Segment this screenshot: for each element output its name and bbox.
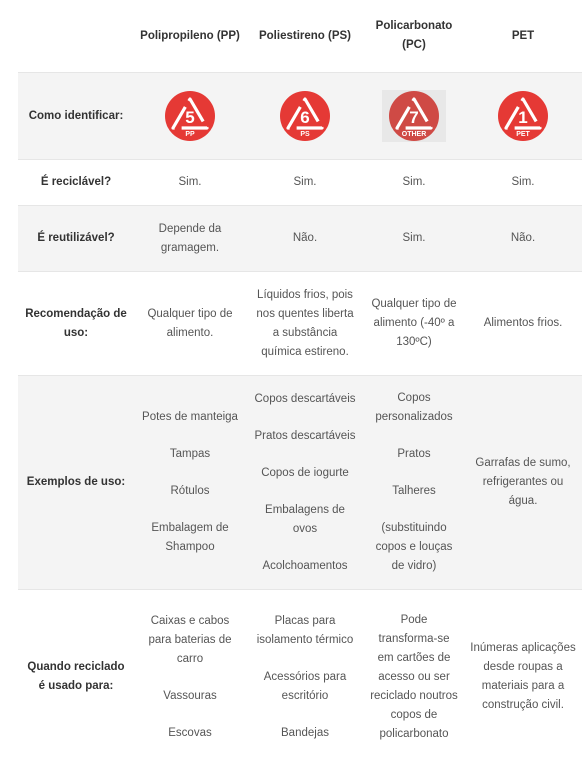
header-pp: Polipropileno (PP) xyxy=(140,29,240,42)
row-recyclable xyxy=(18,160,582,206)
recycle-7-other-icon xyxy=(382,90,446,142)
header-pet: PET xyxy=(511,29,535,42)
cell-pc xyxy=(364,376,464,590)
list-item: (substituindo copos e louças de vidro) xyxy=(375,522,453,572)
list-item: Talheres xyxy=(392,485,436,497)
cell-ps: Não. xyxy=(246,206,364,272)
symbol-code: PP xyxy=(185,131,195,138)
list-item: Copos personalizados xyxy=(375,392,453,423)
symbol-number: 5 xyxy=(185,108,195,127)
list-item: Tampas xyxy=(169,448,211,460)
cell-ps xyxy=(246,376,364,590)
row-label: Quando reciclado é usado para: xyxy=(18,590,134,765)
cell-pc: Sim. xyxy=(364,206,464,272)
list-item: Acessórios para escritório xyxy=(263,670,347,702)
header-ps: Poliestireno (PS) xyxy=(258,29,352,42)
cell-pc: Sim. xyxy=(364,160,464,206)
row-label: Exemplos de uso: xyxy=(18,376,134,590)
plastics-comparison-table xyxy=(18,0,582,765)
list-item: Potes de manteiga xyxy=(142,411,238,423)
cell-pp xyxy=(134,590,246,765)
symbol-code: PET xyxy=(516,131,530,138)
row-label: Como identificar: xyxy=(18,73,134,160)
list-item: Copos descartáveis xyxy=(254,392,356,405)
row-recommendation xyxy=(18,272,582,376)
row-identify xyxy=(18,73,582,160)
cell-pet: Não. xyxy=(464,206,582,272)
symbol-code: PS xyxy=(300,131,310,138)
cell-pet: Alimentos frios. xyxy=(464,272,582,376)
symbol-number: 6 xyxy=(300,108,310,127)
list-item: Vassouras xyxy=(163,689,217,702)
row-label: É reutilizável? xyxy=(18,206,134,272)
cell-pet xyxy=(464,376,582,590)
cell-ps xyxy=(246,590,364,765)
list-item: Pratos descartáveis xyxy=(254,429,356,442)
symbol-code: OTHER xyxy=(401,131,427,138)
list-item: Bandejas xyxy=(281,726,329,739)
cell-pp: Depende da gramagem. xyxy=(134,206,246,272)
cell-pc xyxy=(364,590,464,765)
cell-ps: Líquidos frios, pois nos quentes liberta a substância química estireno. xyxy=(246,272,364,376)
list-item: Caixas e cabos para baterias de carro xyxy=(148,614,232,665)
header-pc: Policarbonato (PC) xyxy=(375,20,453,51)
recycle-5-pp-icon xyxy=(164,90,216,142)
recycle-1-pet-icon xyxy=(497,90,549,142)
cell-pc: Qualquer tipo de alimento (-40º a 130ºC) xyxy=(364,272,464,376)
row-label: Recomendação de uso: xyxy=(18,272,134,376)
row-reusable xyxy=(18,206,582,272)
symbol-number: 1 xyxy=(518,108,528,127)
cell-ps: Sim. xyxy=(246,160,364,206)
list-item: Placas para isolamento térmico xyxy=(256,614,354,646)
list-item: Escovas xyxy=(168,726,212,739)
recycle-6-ps-icon xyxy=(279,90,331,142)
list-item: Acolchoamentos xyxy=(262,559,348,572)
row-label: É reciclável? xyxy=(18,160,134,206)
list-item: Pratos xyxy=(397,448,431,460)
row-recycled-use xyxy=(18,590,582,765)
list-item: Inúmeras aplicações desde roupas a materiais para a construção civil. xyxy=(470,642,576,712)
list-item: Copos de iogurte xyxy=(261,466,349,479)
cell-pet xyxy=(464,590,582,765)
list-item: Embalagem de Shampoo xyxy=(151,522,229,553)
list-item: Embalagens de ovos xyxy=(265,503,345,535)
header-row xyxy=(18,0,582,73)
row-examples xyxy=(18,376,582,590)
list-item: Pode transforma-se em cartões de acesso ou ser reciclado noutros copos de policarbonato xyxy=(370,613,458,740)
cell-pp: Sim. xyxy=(134,160,246,206)
list-item: Rótulos xyxy=(170,485,210,497)
symbol-number: 7 xyxy=(409,108,419,127)
list-item: Garrafas de sumo, refrigerantes ou água. xyxy=(475,457,571,507)
cell-pp xyxy=(134,376,246,590)
cell-pet: Sim. xyxy=(464,160,582,206)
header-blank xyxy=(18,0,134,73)
cell-pp: Qualquer tipo de alimento. xyxy=(134,272,246,376)
